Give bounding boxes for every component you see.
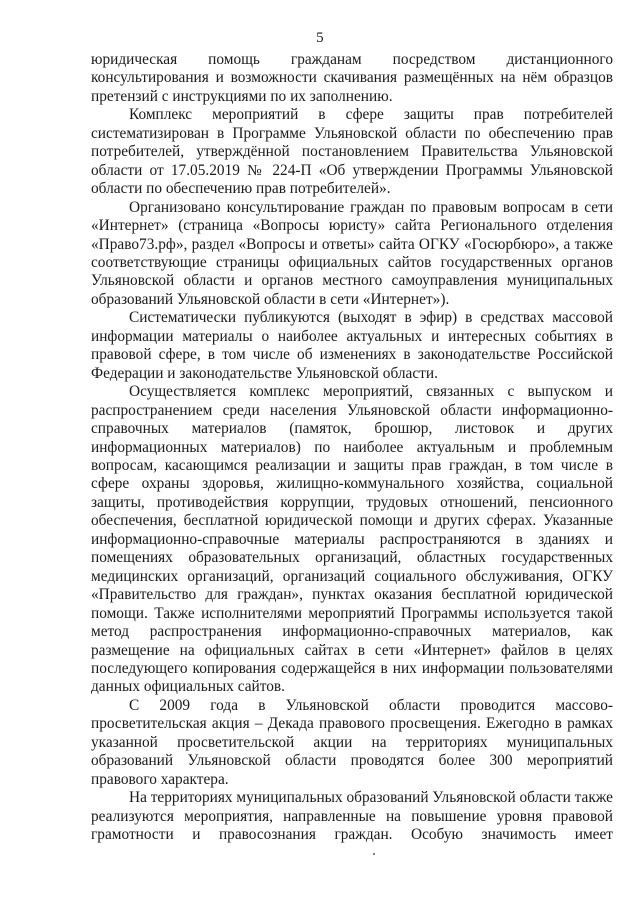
scan-speck bbox=[373, 853, 375, 855]
page-number: 5 bbox=[316, 30, 324, 46]
paragraph-5: Осуществляется комплекс мероприятий, связанных с выпуском и распространением среди населения Ульяновской области информационно-справочных материалов (памяток, брошюр, листовок и других информационных материалов) по наиболее актуальным и проблемным вопросам, касающимся реализации и защиты прав граждан, в том числе в сфере охраны здоровья, жилищно-коммунального хозяйства, социальной защиты, противодействия коррупции, трудовых отношений, пенсионного обеспечения, бесплатной юридической помощи и других сферах. Указанные информационно-справочные материалы распространяются в зданиях и помещениях образовательных организаций, областных государственных медицинских организаций, организаций социального обслуживания, ОГКУ «Правительство для граждан», пунктах оказания бесплатной юридической помощи. Также исполнителями мероприятий Программы используется такой метод распространения информационно-справочных материалов, как размещение на официальных сайтах в сети «Интернет» файлов в целях последующего копирования содержащейся в них информации пользователями данных официальных сайтов. bbox=[91, 383, 613, 696]
document-body bbox=[91, 51, 613, 844]
paragraph-7: На территориях муниципальных образований Ульяновской области также реализуются мероприятия, направленные на повышение уровня правовой грамотности и правосознания граждан. Особую значимость имеет bbox=[91, 789, 613, 844]
paragraph-1: юридическая помощь гражданам посредством дистанционного консультирования и возможности скачивания размещённых на нём образцов претензий с инструкциями по их заполнению. bbox=[91, 51, 613, 105]
paragraph-6: С 2009 года в Ульяновской области проводится массово-просветительская акция – Декада правового просвещения. Ежегодно в рамках указанной просветительской акции на территориях муниципальных образований Ульяновской области проводятся более 300 мероприятий правового характера. bbox=[91, 696, 613, 788]
paragraph-3: Организовано консультирование граждан по правовым вопросам в сети «Интернет» (страница «Вопросы юристу» сайта Регионального отделения «Право73.рф», раздел «Вопросы и ответы» сайта ОГКУ «Госюрбюро», а также соответствующие страницы официальных сайтов государственных органов Ульяновской области и органов местного самоуправления муниципальных образований Ульяновской области в сети «Интернет»). bbox=[91, 198, 613, 308]
paragraph-2: Комплекс мероприятий в сфере защиты прав потребителей систематизирован в Программе Ульяновской области по обеспечению прав потребителей, утверждённой постановлением Правительства Ульяновской области от 17.05.2019 № 224-П «Об утверждении Программы Ульяновской области по обеспечению прав потребителей». bbox=[91, 106, 613, 198]
paragraph-4: Систематически публикуются (выходят в эфир) в средствах массовой информации материалы о наиболее актуальных и интересных событиях в правовой сфере, в том числе об изменениях в законодательстве Российской Федерации и законодательстве Ульяновской области. bbox=[91, 309, 613, 382]
